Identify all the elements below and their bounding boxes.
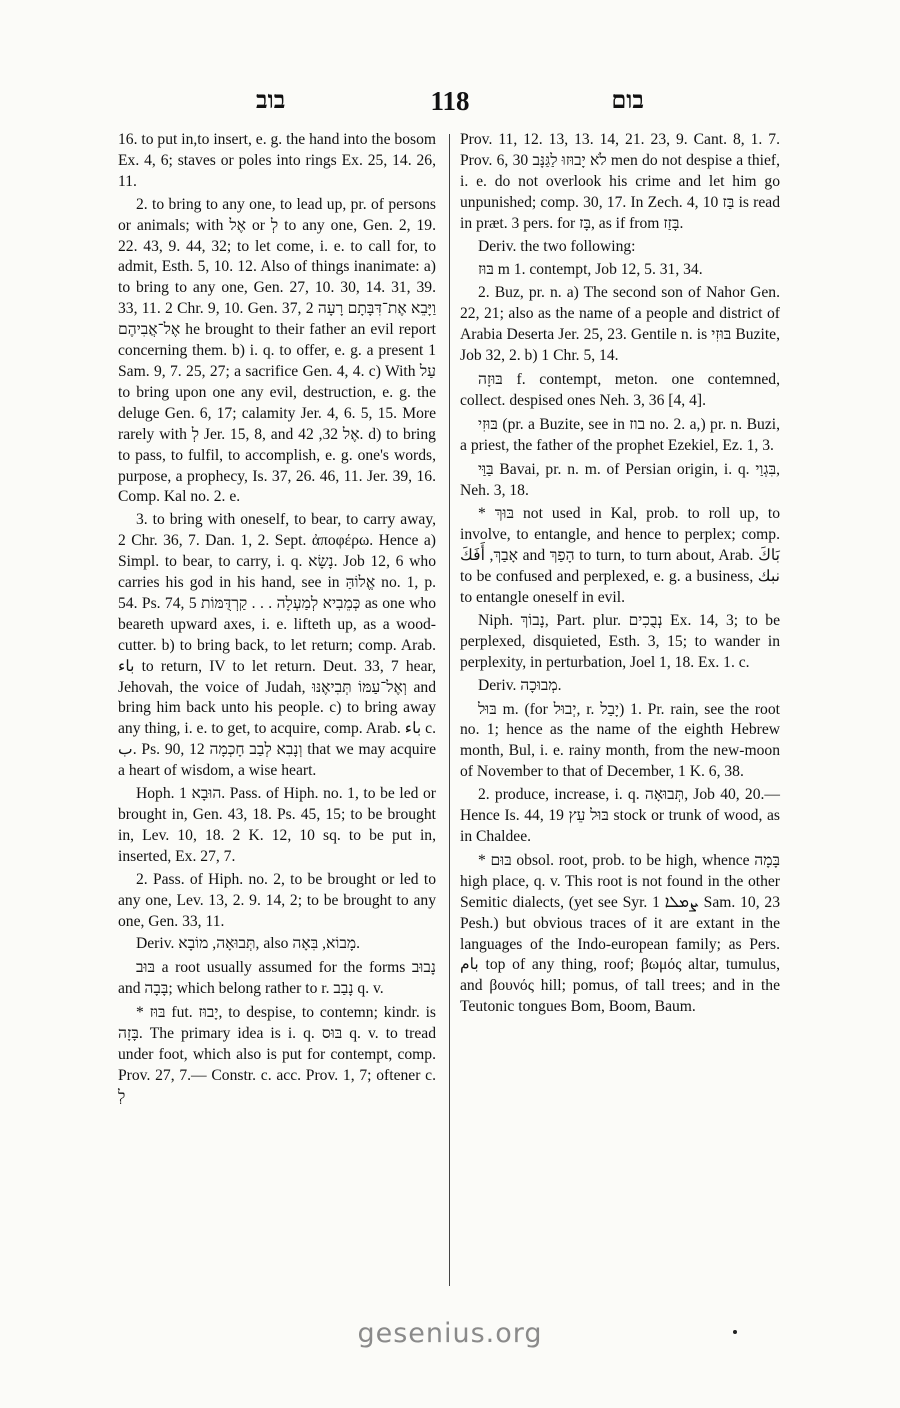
paragraph: 2. produce, increase, i. q. תְּבוּאָה, Job 40, 20.—Hence Is. 44, 19 בּוּל עֵץ stock or trunk of wood, as in Chaldee. — [460, 786, 780, 845]
paragraph: 2. to bring to any one, to lead up, pr. of persons or animals; with אֶל or לְ to any one, Gen. 2, 19. 22. 43, 9. 44, 32; to let come, i. e. to call for, to admit, Esth. 5, 10. 12. Also of things inanimate: a) to bring to any one, Gen. 27, 10. 30, 14. 31, 39. 33, 11. 2 Chr. 9, 10. Gen. 37, 2 וַיָּבֵא אֶת־דִּבָּתָם רָעָה אֶל־אֲבִיהֶם he brought to their father an evil report concerning them. b) i. q. to offer, e. g. a present 1 Sam. 9, 7. 25, 27; a sacrifice Gen. 4, 4. c) With עַל to bring upon one any evil, destruction, e. g. the deluge Gen. 6, 17; calamity Jer. 4, 6. 5, 15. More rarely with לְ Jer. 15, 8, and אֶל 32, 42. d) to bring to pass, to fulfil, to accomplish, e. g. one's words, purpose, a prophecy, Is. 37, 26. 46, 11. Jer. 39, 16. Comp. Kal no. 2. e. — [118, 195, 436, 506]
entry-paragraph: בּוּז m 1. contempt, Job 12, 5. 31, 34. — [478, 261, 703, 279]
entry-paragraph: בּוּזָה f. contempt, meton. one contemned, collect. despised ones Neh. 3, 36 [4, 4]. — [460, 370, 780, 409]
paragraph: 16. to put in,to insert, e. g. the hand into the bosom Ex. 4, 6; staves or poles into rings Ex. 25, 14. 26, 11. — [118, 131, 436, 190]
paragraph: Deriv. מְבוּכָה. — [478, 676, 562, 694]
running-headword-right: בום — [611, 88, 644, 114]
entry-paragraph: * בּוּז fut. יָבוּז, to despise, to contemn; kindr. is בָּזָה. The primary idea is i. q. בּוּס q. v. to tread under foot, which also is put for contempt, comp. Prov. 27, 7.— Constr. c. acc. Prov. 1, 7; oftener c. לְ — [118, 1004, 437, 1105]
print-speck — [733, 1330, 737, 1334]
page-number: 118 — [430, 86, 470, 116]
paragraph: 2. Pass. of Hiph. no. 2, to be brought or led to any one, Lev. 13, 2. 9. 14, 2; to be brought to any one, Gen. 33, 11. — [118, 870, 436, 930]
paragraph: Niph. נָבוֹךְ, Part. plur. נְבֻכִים Ex. 14, 3; to be perplexed, disquieted, Esth. 3, 15; to wander in perplexity, in perturbation, Joel 1, 18. Ex. 1. c. — [460, 611, 780, 671]
entry-paragraph: בּוּב a root usually assumed for the forms נָבוּב and בָּבָה; which belong rather to r. נָבַב q. v. — [118, 959, 436, 998]
paragraph: Hoph. הוּבָא 1. Pass. of Hiph. no. 1, to be led or brought in, Gen. 43, 18. Ps. 45, 15; to be brought in, Lev. 10, 18. 2 K. 12, 10 sq. to be put in, inserted, Ex. 27, 7. — [118, 785, 436, 865]
column-divider — [449, 134, 450, 1286]
running-headword-left: בוב — [256, 88, 286, 114]
entry-paragraph: * בּוּךְ not used in Kal, prob. to roll up, to involve, to entangle, and hence to perplex; comp. אָבַךְ, أَفَكَ and הָפַךְ to turn, to turn about, Arab. بَاكَ to be confused and perplexed, e. g. a business, نبك to entangle oneself in evil. — [460, 505, 781, 607]
left-column — [118, 130, 436, 1110]
paragraph: Deriv. תְּבוּאָה, מוֹבָא, also מָבוֹא, בִּאָה. — [136, 935, 361, 953]
entry-paragraph: בַּוַּי Bavai, pr. n. m. of Persian origin, i. q. בִּגְוַי, Neh. 3, 18. — [460, 460, 780, 499]
paragraph: 2. Buz, pr. n. a) The second son of Nahor Gen. 22, 21; also as the name of a people and district of Arabia Deserta Jer. 25, 23. Gentile n. is בּוּזִי Buzite, Job 32, 2. b) 1 Chr. 5, 14. — [460, 284, 780, 365]
site-watermark: gesenius.org — [357, 1318, 543, 1349]
paragraph: 3. to bring with oneself, to bear, to carry away, 2 Chr. 36, 7. Dan. 1, 2. Sept. ἀποφέρω. Hence a) Simpl. to bear, to carry, i. q. נָשָׂא. Job 12, 6 who carries his god in his hand, see in אֱלוֹהַּ no. 1, p. 54. Ps. 74, 5 כְּמֵבִיא לְמַעְלָה . . . קַרְדֻּמּוֹת as one who beareth upward axes, i. e. lifteth up, as a wood-cutter. b) to bring back, to let return; comp. Arab. باء to return, IV to let return. Deut. 33, 7 hear, Jehovah, the voice of Judah, וְאֶל־עַמּוֹ תְּבִיאֶנּוּ and bring him back unto his people. c) to bring away any thing, i. e. to get, to acquire, comp. Arab. باء c. ب. Ps. 90, 12 וְנָבִא לְבַב חָכְמָה that we may acquire a heart of wisdom, a wise heart. — [118, 511, 437, 780]
paragraph: Prov. 11, 12. 13, 13. 14, 21. 23, 9. Cant. 8, 1. 7. Prov. 6, 30 לֹא יָבוּזוּ לַגַּנָּב men do not despise a thief, i. e. do not overlook his crime and let him go unpunished; comp. 30, 17. In Zech. 4, 10 בַּז is read in præt. 3 pers. for בָּז, as if from בָּזַז. — [460, 131, 780, 232]
entry-paragraph: בּוּל m. (for יְבוּל, r. יָבַל) 1. Pr. rain, see the root no. 1; hence as the name of the eighth Hebrew month, Bul, i. e. rainy month, from the new-moon of November to that of December, 1 K. 6, 38. — [460, 700, 780, 781]
page-header — [118, 86, 782, 126]
entry-paragraph: * בּוּם obsol. root, prob. to be high, whence בָּמָה high place, q. v. This root is not found in the other Semitic dialects, (yet see Syr. ܨܡܠܐ 1 Sam. 10, 23 Pesh.) but obvious traces of it are extant in the languages of the Indo-european family; as Pers. بام top of any thing, roof; βωμός altar, tumulus, and βουνός hill; pomus, of tall trees; and in the Teutonic tongues Bom, Boom, Baum. — [460, 851, 781, 1016]
paragraph: Deriv. the two following: — [478, 237, 636, 255]
right-column — [460, 130, 780, 1020]
entry-paragraph: בּוּזִי (pr. a Buzite, see in בוז no. 2. a,) pr. n. Buzi, a priest, the father of the prophet Ezekiel, Ez. 1, 3. — [460, 415, 780, 454]
